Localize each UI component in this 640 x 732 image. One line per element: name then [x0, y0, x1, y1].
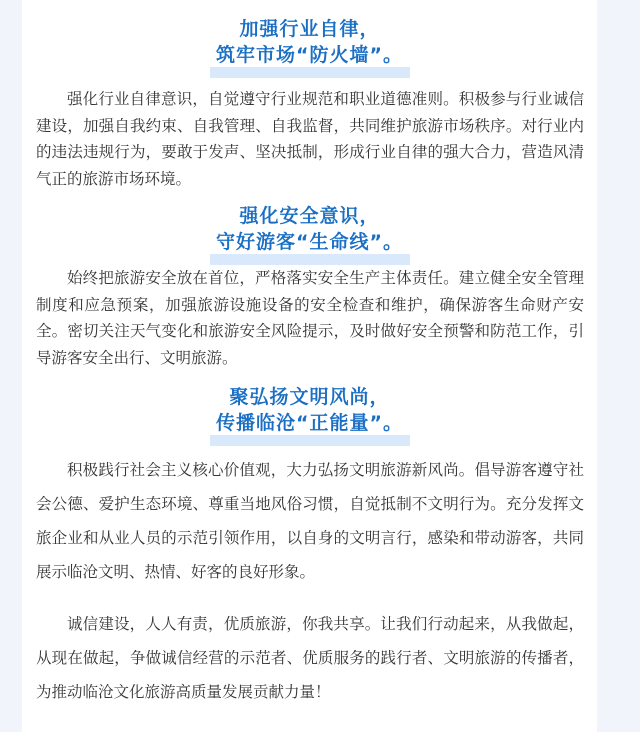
- heading-line-1: 强化安全意识，: [239, 205, 380, 227]
- section-heading: [22, 203, 597, 255]
- section-paragraph: 积极践行社会主义核心价值观，大力弘扬文明旅游新风尚。倡导游客遵守社会公德、爱护生态环境、尊重当地风俗习惯，自觉抵制不文明行为。充分发挥文旅企业和从业人员的示范引领作用，以自身的文明言行，感染和带动游客，共同展示临沧文明、热情、好客的良好形象。: [36, 461, 584, 581]
- heading-line-1: 聚弘扬文明风尚，: [229, 386, 390, 408]
- article-card: [22, 0, 597, 732]
- section-heading: [22, 16, 597, 68]
- heading-line-2: 筑牢市场“防火墙”。: [216, 44, 403, 66]
- section-paragraph: 始终把旅游安全放在首位，严格落实安全生产主体责任。建立健全安全管理制度和应急预案，加强旅游设施设备的安全检查和维护，确保游客生命财产安全。密切关注天气变化和旅游安全风险提示，及时做好安全预警和防范工作，引导游客安全出行、文明旅游。: [36, 269, 584, 367]
- heading-line-2: 守好游客“生命线”。: [216, 231, 403, 253]
- section-heading: [22, 384, 597, 436]
- heading-highlight: [210, 254, 410, 265]
- heading-line-2: 传播临沧“正能量”。: [216, 412, 403, 434]
- section-paragraph: 强化行业自律意识，自觉遵守行业规范和职业道德准则。积极参与行业诚信建设，加强自我约束、自我管理、自我监督，共同维护旅游市场秩序。对行业内的违法违规行为，要敢于发声、坚决抵制，形成行业自律的强大合力，营造风清气正的旅游市场环境。: [36, 90, 584, 188]
- heading-highlight: [210, 435, 410, 446]
- heading-line-1: 加强行业自律，: [239, 18, 380, 40]
- heading-highlight: [210, 67, 410, 78]
- closing-paragraph: 诚信建设，人人有责，优质旅游，你我共享。让我们行动起来，从我做起，从现在做起，争做诚信经营的示范者、优质服务的践行者、文明旅游的传播者，为推动临沧文化旅游高质量发展贡献力量！: [36, 615, 584, 701]
